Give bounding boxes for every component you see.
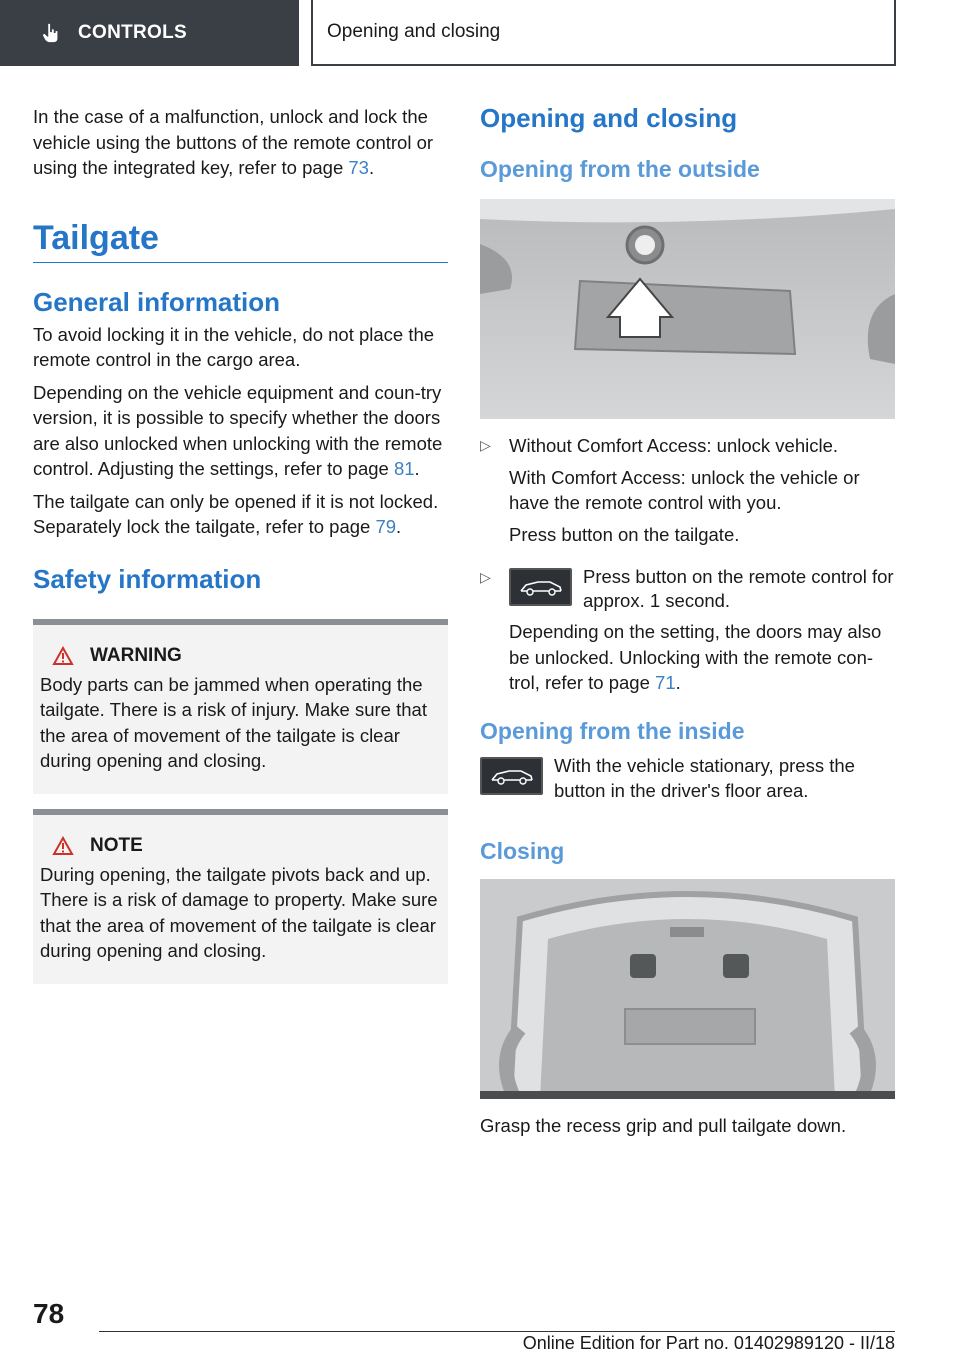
edition-text: Online Edition for Part no. 01402989120 - II/18 <box>522 1333 895 1353</box>
inside-instruction: With the vehicle stationary, press the button in the driver's floor area. <box>480 753 895 804</box>
note-text: During opening, the tailgate pivots back and up. There is a risk of damage to property. Make sure that the area of movement of the tailgate is clear during opening and closing. <box>40 863 438 961</box>
heading-opening-and-closing: Opening and closing <box>480 103 738 133</box>
warning-triangle-icon <box>52 646 74 666</box>
section-tab <box>0 0 299 66</box>
page-link[interactable]: 79 <box>375 516 397 537</box>
car-tailgate-icon <box>480 757 543 795</box>
list-item: ▷ Without Comfort Access: unlock vehicle. With Comfort Access: unlock the vehicle or have the remote control with you. Press button on the tailgate. <box>480 433 895 547</box>
tailgate-inside-illustration <box>480 879 895 1099</box>
warning-triangle-icon <box>52 836 74 856</box>
heading-safety-information: Safety information <box>33 563 262 594</box>
warning-title: WARNING <box>40 645 440 667</box>
heading-opening-from-outside: Opening from the outside <box>480 156 760 182</box>
warning-text: Body parts can be jammed when operating the tailgate. There is a risk of injury. Make sure that the area of movement of the tailgate is clear during opening and closing. <box>40 673 427 771</box>
warning-box <box>33 619 448 794</box>
page-link[interactable]: 73 <box>348 157 369 178</box>
closing-instruction: Grasp the recess grip and pull tailgate down. <box>480 1114 847 1136</box>
paragraph: To avoid locking it in the vehicle, do not place the remote control in the cargo area. <box>33 323 435 370</box>
left-column <box>33 100 448 984</box>
touch-hand-icon <box>40 22 62 44</box>
tailgate-outside-illustration <box>480 199 895 419</box>
triangle-bullet-icon: ▷ <box>480 437 491 453</box>
heading-tailgate: Tailgate <box>33 219 448 263</box>
page-number: 78 <box>33 1298 65 1329</box>
paragraph: The tailgate can only be opened if it is not locked. Separately lock the tailgate, refer to page 79. <box>33 490 439 537</box>
right-column <box>480 100 895 1138</box>
page-link[interactable]: 81 <box>393 458 415 479</box>
page-link[interactable]: 71 <box>655 672 676 693</box>
paragraph: Depending on the vehicle equipment and coun‐try version, it is possible to specify whether the doors are also unlocked when unlocking with the remote control. Adjusting the settings, refer to page 81. <box>33 381 443 479</box>
heading-closing: Closing <box>480 837 565 864</box>
car-tailgate-icon <box>509 568 572 606</box>
topic-title: Opening and closing <box>311 0 896 66</box>
footer-divider <box>99 1331 895 1332</box>
section-title: CONTROLS <box>78 22 188 43</box>
note-box <box>33 809 448 984</box>
intro-paragraph: In the case of a malfunction, unlock and lock the vehicle using the buttons of the remote control or using the integrated key, refer to page 73. <box>33 106 434 178</box>
heading-general-information: General information <box>33 286 281 317</box>
note-title: NOTE <box>40 835 440 857</box>
list-item: ▷ Press button on the remote control for approx. 1 second. Depending on the setting, the doors may also be unlocked. Unlocking with the remote con‐trol, refer to page 71. <box>480 565 895 696</box>
triangle-bullet-icon: ▷ <box>480 569 491 585</box>
heading-opening-from-inside: Opening from the inside <box>480 717 745 744</box>
